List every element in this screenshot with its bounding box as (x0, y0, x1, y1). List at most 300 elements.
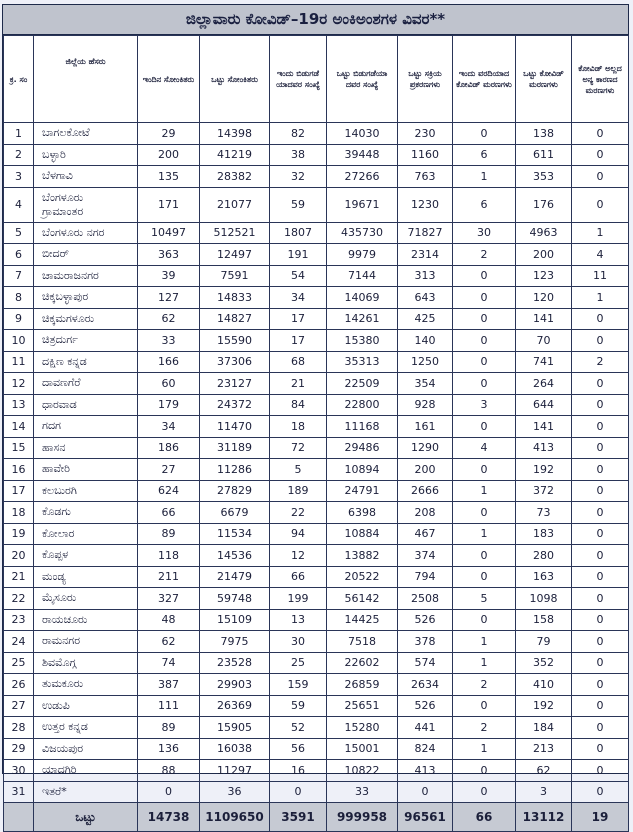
row-value: 118 (138, 545, 200, 567)
table-row (4, 144, 629, 166)
row-value: 23127 (200, 373, 270, 395)
row-district-name (34, 502, 138, 524)
row-value: 0 (572, 674, 629, 696)
row-district-name (34, 437, 138, 459)
row-value: 435730 (327, 222, 398, 244)
row-value: 6 (453, 187, 516, 222)
table-row (4, 674, 629, 696)
row-district-name (34, 144, 138, 166)
row-value: 38 (270, 144, 327, 166)
report-title: ಜಿಲ್ಲಾವಾರು ಕೋವಿಡ್–19ರ ಅಂಕಿಅಂಶಗಳ ವಿವರ** (3, 5, 628, 35)
district-name-line: ವಿಜಯಪುರ (42, 741, 84, 755)
row-value: 140 (398, 330, 453, 352)
district-name-line: ಉತ್ತರ ಕನ್ನಡ (42, 720, 88, 734)
row-district-name (34, 674, 138, 696)
row-value: 2 (453, 717, 516, 739)
row-value: 15905 (200, 717, 270, 739)
row-value: 0 (453, 760, 516, 782)
row-value: 352 (516, 652, 572, 674)
row-value: 21 (270, 373, 327, 395)
row-value: 0 (453, 545, 516, 567)
district-name-line: ಕೊಡಗು (42, 505, 71, 519)
district-name-line: ಹಾಸನ (42, 440, 66, 454)
row-value: 59748 (200, 588, 270, 610)
table-row (4, 609, 629, 631)
district-name-line: ಕೋಲಾರ (42, 526, 75, 540)
district-name-line: ದಕ್ಷಿಣ ಕನ್ನಡ (42, 354, 87, 368)
table-row (4, 330, 629, 352)
row-sl: 1 (4, 123, 34, 145)
row-value: 7518 (327, 631, 398, 653)
row-value: 2 (453, 674, 516, 696)
row-value: 22509 (327, 373, 398, 395)
row-value: 526 (398, 695, 453, 717)
row-district-name (34, 738, 138, 760)
row-value: 17 (270, 308, 327, 330)
row-sl: 10 (4, 330, 34, 352)
district-name-line: ಬೀದರ್ (42, 247, 70, 261)
row-value: 199 (270, 588, 327, 610)
row-district-name (34, 609, 138, 631)
row-value: 0 (572, 144, 629, 166)
row-value: 0 (453, 502, 516, 524)
row-value: 6398 (327, 502, 398, 524)
district-name-line: ಶಿವಮೊಗ್ಗ (42, 655, 77, 669)
row-value: 28382 (200, 166, 270, 188)
row-value: 230 (398, 123, 453, 145)
row-value: 60 (138, 373, 200, 395)
row-value: 141 (516, 308, 572, 330)
row-value: 62 (138, 631, 200, 653)
row-district-name (34, 351, 138, 373)
row-value: 12 (270, 545, 327, 567)
row-value: 138 (516, 123, 572, 145)
row-value: 3 (453, 394, 516, 416)
district-name-line: ತುಮಕೂರು (42, 677, 84, 691)
row-value: 7975 (200, 631, 270, 653)
row-value: 0 (453, 330, 516, 352)
header-total-discharged: ಒಟ್ಟು ಬಿಡುಗಡೆಯಾ ದವರ ಸಂಖ್ಯೆ (327, 36, 398, 123)
row-value: 512521 (200, 222, 270, 244)
row-value: 0 (572, 166, 629, 188)
row-sl: 24 (4, 631, 34, 653)
table-row (4, 187, 629, 222)
table-row (4, 523, 629, 545)
row-value: 0 (572, 588, 629, 610)
table-row (4, 265, 629, 287)
row-sl: 14 (4, 416, 34, 438)
row-value: 441 (398, 717, 453, 739)
row-value: 0 (572, 609, 629, 631)
row-value: 10497 (138, 222, 200, 244)
row-sl: 16 (4, 459, 34, 481)
total-label: ಒಟ್ಟು (34, 803, 138, 832)
row-value: 0 (453, 265, 516, 287)
row-value: 59 (270, 695, 327, 717)
row-value: 16 (270, 760, 327, 782)
row-value: 21077 (200, 187, 270, 222)
table-row (4, 738, 629, 760)
table-row (4, 695, 629, 717)
row-value: 0 (572, 566, 629, 588)
row-value: 741 (516, 351, 572, 373)
row-value: 15109 (200, 609, 270, 631)
row-value: 1160 (398, 144, 453, 166)
row-district-name (34, 717, 138, 739)
row-value: 0 (572, 545, 629, 567)
row-value: 0 (453, 609, 516, 631)
row-value: 29903 (200, 674, 270, 696)
row-value: 184 (516, 717, 572, 739)
row-value: 611 (516, 144, 572, 166)
row-value: 25651 (327, 695, 398, 717)
row-value: 327 (138, 588, 200, 610)
row-value: 467 (398, 523, 453, 545)
row-value: 1098 (516, 588, 572, 610)
district-name-line: ಚಾಮರಾಜನಗರ (42, 268, 99, 282)
district-name-line: ಬೆಂಗಳೂರು (42, 190, 84, 204)
row-sl: 23 (4, 609, 34, 631)
row-value: 34 (270, 287, 327, 309)
district-name-line: ಉಡುಪಿ (42, 698, 70, 712)
row-value: 31189 (200, 437, 270, 459)
row-district-name (34, 652, 138, 674)
row-sl: 26 (4, 674, 34, 696)
row-value: 29 (138, 123, 200, 145)
row-value: 5 (270, 459, 327, 481)
row-district-name (34, 416, 138, 438)
row-value: 354 (398, 373, 453, 395)
row-value: 14030 (327, 123, 398, 145)
district-name-line: ಇತರೆ* (42, 784, 67, 798)
row-value: 6 (453, 144, 516, 166)
row-value: 0 (572, 394, 629, 416)
row-value: 52 (270, 717, 327, 739)
row-value: 163 (516, 566, 572, 588)
row-value: 27 (138, 459, 200, 481)
row-sl: 9 (4, 308, 34, 330)
header-active: ಒಟ್ಟು ಸಕ್ರಿಯ ಪ್ರಕರಣಗಳು (398, 36, 453, 123)
row-value: 24791 (327, 480, 398, 502)
table-row (4, 287, 629, 309)
row-value: 14833 (200, 287, 270, 309)
row-value: 10894 (327, 459, 398, 481)
row-value: 0 (453, 459, 516, 481)
row-value: 33 (327, 781, 398, 803)
row-value: 928 (398, 394, 453, 416)
row-value: 0 (572, 373, 629, 395)
row-sl: 2 (4, 144, 34, 166)
row-value: 22602 (327, 652, 398, 674)
row-value: 425 (398, 308, 453, 330)
row-value: 27266 (327, 166, 398, 188)
row-value: 264 (516, 373, 572, 395)
row-value: 0 (453, 123, 516, 145)
total-value: 14738 (138, 803, 200, 832)
district-name-line: ಚಿಕ್ಕಮಗಳೂರು (42, 311, 95, 325)
row-value: 387 (138, 674, 200, 696)
row-value: 200 (138, 144, 200, 166)
row-value: 0 (453, 781, 516, 803)
row-value: 2634 (398, 674, 453, 696)
row-value: 176 (516, 187, 572, 222)
district-name-line: ಧಾರವಾಡ (42, 397, 77, 411)
row-value: 186 (138, 437, 200, 459)
row-value: 26369 (200, 695, 270, 717)
row-value: 10884 (327, 523, 398, 545)
row-district-name (34, 287, 138, 309)
row-value: 24372 (200, 394, 270, 416)
district-name-line: ಬೆಳಗಾವಿ (42, 169, 73, 183)
table-row (4, 123, 629, 145)
row-value: 0 (453, 373, 516, 395)
row-value: 313 (398, 265, 453, 287)
row-value: 72 (270, 437, 327, 459)
row-value: 643 (398, 287, 453, 309)
district-name-line: ಚಿಕ್ಕಬಳ್ಳಾಪುರ (42, 290, 89, 304)
row-sl: 27 (4, 695, 34, 717)
row-value: 2666 (398, 480, 453, 502)
row-value: 1 (453, 523, 516, 545)
row-sl: 15 (4, 437, 34, 459)
report-sheet (2, 4, 629, 824)
row-value: 123 (516, 265, 572, 287)
row-value: 48 (138, 609, 200, 631)
header-total-positive: ಒಟ್ಟು ಸೋಂಕಿತರು (200, 36, 270, 123)
total-value: 19 (572, 803, 629, 832)
row-sl: 17 (4, 480, 34, 502)
total-value: 999958 (327, 803, 398, 832)
row-value: 213 (516, 738, 572, 760)
row-value: 0 (270, 781, 327, 803)
row-value: 10822 (327, 760, 398, 782)
row-value: 0 (572, 459, 629, 481)
row-value: 14398 (200, 123, 270, 145)
row-value: 74 (138, 652, 200, 674)
district-name-line: ಬಳ್ಳಾರಿ (42, 147, 66, 161)
row-value: 1 (453, 652, 516, 674)
row-value: 11297 (200, 760, 270, 782)
row-value: 0 (572, 631, 629, 653)
row-value: 111 (138, 695, 200, 717)
row-value: 41219 (200, 144, 270, 166)
district-name-line: ದಾವಣಗೆರೆ (42, 376, 81, 390)
row-value: 20522 (327, 566, 398, 588)
header-district: ಜಿಲ್ಲೆಯ ಹೆಸರು (34, 36, 138, 123)
row-sl: 12 (4, 373, 34, 395)
district-name-line: ಮಂಡ್ಯ (42, 569, 66, 583)
row-value: 62 (138, 308, 200, 330)
row-district-name (34, 631, 138, 653)
row-value: 0 (453, 416, 516, 438)
row-value: 192 (516, 695, 572, 717)
row-value: 14261 (327, 308, 398, 330)
district-name-line: ಯಾದಗಿರಿ (42, 763, 77, 777)
header-today-deaths: ಇಂದು ವರದಿಯಾದ ಕೋವಿಡ್ ಮರಣಗಳು (453, 36, 516, 123)
district-name-line: ಕಲಬುರಗಿ (42, 483, 77, 497)
district-stats-table (3, 35, 629, 832)
row-value: 15590 (200, 330, 270, 352)
row-sl: 19 (4, 523, 34, 545)
row-value: 68 (270, 351, 327, 373)
row-value: 18 (270, 416, 327, 438)
row-value: 6679 (200, 502, 270, 524)
row-value: 0 (453, 351, 516, 373)
table-row (4, 588, 629, 610)
row-district-name (34, 523, 138, 545)
row-district-name (34, 566, 138, 588)
row-value: 23528 (200, 652, 270, 674)
table-row (4, 166, 629, 188)
row-value: 13882 (327, 545, 398, 567)
row-value: 0 (572, 502, 629, 524)
row-value: 94 (270, 523, 327, 545)
table-row (4, 222, 629, 244)
row-value: 7591 (200, 265, 270, 287)
table-row (4, 394, 629, 416)
row-value: 4 (453, 437, 516, 459)
row-value: 208 (398, 502, 453, 524)
district-name-line: ಬೆಂಗಳೂರು ನಗರ (42, 225, 105, 239)
total-value: 13112 (516, 803, 572, 832)
row-value: 127 (138, 287, 200, 309)
row-value: 0 (572, 717, 629, 739)
row-sl: 18 (4, 502, 34, 524)
row-value: 166 (138, 351, 200, 373)
table-row (4, 416, 629, 438)
row-value: 2 (572, 351, 629, 373)
row-value: 33 (138, 330, 200, 352)
row-value: 280 (516, 545, 572, 567)
row-value: 25 (270, 652, 327, 674)
row-district-name (34, 459, 138, 481)
row-value: 1 (453, 166, 516, 188)
district-name-line: ಗ್ರಾಮಾಂತರ (42, 204, 84, 218)
row-value: 12497 (200, 244, 270, 266)
row-value: 136 (138, 738, 200, 760)
row-value: 624 (138, 480, 200, 502)
row-value: 179 (138, 394, 200, 416)
district-name-line: ಹಾವೇರಿ (42, 462, 70, 476)
row-value: 0 (572, 760, 629, 782)
row-value: 1807 (270, 222, 327, 244)
row-value: 1 (572, 287, 629, 309)
row-value: 5 (453, 588, 516, 610)
row-value: 171 (138, 187, 200, 222)
row-value: 22 (270, 502, 327, 524)
district-name-line: ಮೈಸೂರು (42, 591, 77, 605)
row-value: 526 (398, 609, 453, 631)
row-sl: 22 (4, 588, 34, 610)
row-district-name (34, 394, 138, 416)
row-value: 378 (398, 631, 453, 653)
row-district-name (34, 588, 138, 610)
row-value: 84 (270, 394, 327, 416)
table-row (4, 760, 629, 782)
row-value: 200 (398, 459, 453, 481)
row-value: 73 (516, 502, 572, 524)
row-district-name (34, 545, 138, 567)
header-today-discharged: ಇಂದು ಬಿಡುಗಡೆ ಯಾದವರ ಸಂಖ್ಯೆ (270, 36, 327, 123)
row-district-name (34, 166, 138, 188)
row-value: 200 (516, 244, 572, 266)
row-value: 141 (516, 416, 572, 438)
row-value: 0 (572, 652, 629, 674)
table-row (4, 502, 629, 524)
row-sl: 13 (4, 394, 34, 416)
table-row (4, 480, 629, 502)
row-value: 15280 (327, 717, 398, 739)
row-value: 26859 (327, 674, 398, 696)
row-value: 16038 (200, 738, 270, 760)
row-value: 2508 (398, 588, 453, 610)
row-sl: 30 (4, 760, 34, 782)
row-sl: 21 (4, 566, 34, 588)
row-value: 66 (270, 566, 327, 588)
row-value: 0 (453, 695, 516, 717)
row-value: 89 (138, 717, 200, 739)
row-value: 363 (138, 244, 200, 266)
row-value: 4 (572, 244, 629, 266)
row-value: 1 (572, 222, 629, 244)
row-value: 62 (516, 760, 572, 782)
row-value: 0 (572, 416, 629, 438)
row-value: 574 (398, 652, 453, 674)
row-value: 14425 (327, 609, 398, 631)
row-value: 11286 (200, 459, 270, 481)
table-row (4, 566, 629, 588)
row-district-name (34, 308, 138, 330)
row-sl: 8 (4, 287, 34, 309)
row-sl: 4 (4, 187, 34, 222)
row-value: 0 (453, 308, 516, 330)
header-sl: ಕ್ರ. ಸಂ (4, 36, 34, 123)
row-value: 1250 (398, 351, 453, 373)
row-district-name (34, 187, 138, 222)
row-sl: 7 (4, 265, 34, 287)
row-value: 410 (516, 674, 572, 696)
row-value: 13 (270, 609, 327, 631)
row-value: 66 (138, 502, 200, 524)
row-value: 2314 (398, 244, 453, 266)
row-value: 54 (270, 265, 327, 287)
row-value: 11 (572, 265, 629, 287)
row-sl: 29 (4, 738, 34, 760)
district-name-line: ರಾಯಚೂರು (42, 612, 88, 626)
row-value: 22800 (327, 394, 398, 416)
row-value: 27829 (200, 480, 270, 502)
row-value: 11168 (327, 416, 398, 438)
row-value: 15380 (327, 330, 398, 352)
row-value: 159 (270, 674, 327, 696)
row-value: 15001 (327, 738, 398, 760)
table-row (4, 351, 629, 373)
row-value: 183 (516, 523, 572, 545)
header-row (4, 36, 629, 123)
row-district-name (34, 760, 138, 782)
row-value: 644 (516, 394, 572, 416)
row-value: 0 (572, 187, 629, 222)
row-value: 192 (516, 459, 572, 481)
row-value: 353 (516, 166, 572, 188)
row-value: 1290 (398, 437, 453, 459)
row-value: 19671 (327, 187, 398, 222)
row-sl: 25 (4, 652, 34, 674)
row-value: 161 (398, 416, 453, 438)
row-value: 413 (398, 760, 453, 782)
header-total-deaths: ಒಟ್ಟು ಕೋವಿಡ್ ಮರಣಗಳು (516, 36, 572, 123)
total-value: 3591 (270, 803, 327, 832)
